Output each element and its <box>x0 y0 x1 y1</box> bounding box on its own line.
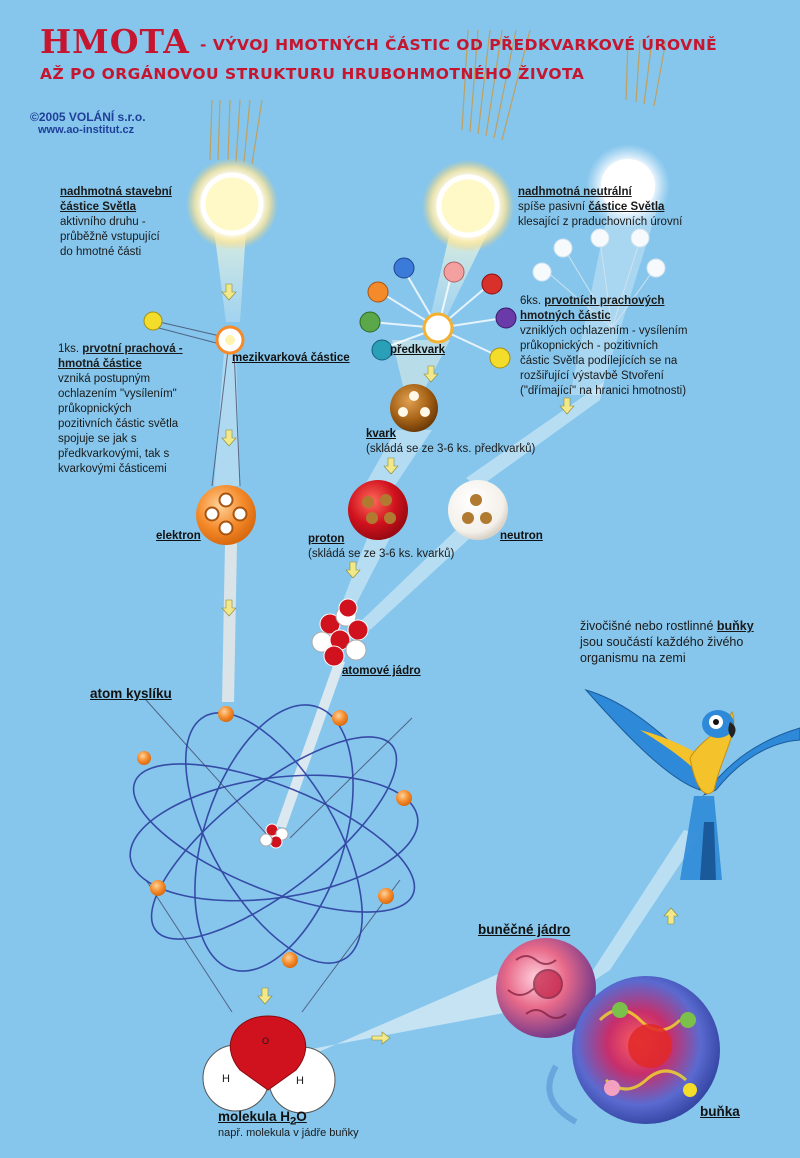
label-quark-note: (skládá se ze 3-6 ks. předkvarků) <box>366 443 536 455</box>
note-line: ochlazením "vysílením" <box>58 388 177 400</box>
label-neutron: neutron <box>500 530 543 542</box>
label-water-molecule <box>218 1109 307 1128</box>
note-heading: prvotní prachová - <box>82 343 183 355</box>
note-line <box>518 200 682 215</box>
poster-title: HMOTA <box>40 22 190 61</box>
note-line: předkvarkovými, tak s <box>58 448 170 460</box>
note-six-primary <box>520 294 687 399</box>
note-heading: částice Světla <box>588 201 665 213</box>
note-cells <box>580 618 754 666</box>
note-text: 6ks. <box>520 295 545 307</box>
note-line: ("dřímající" na hranici hmotnosti) <box>520 385 687 397</box>
note-line <box>580 618 754 634</box>
note-line <box>58 342 183 357</box>
label-prequark: předkvark <box>390 344 445 356</box>
note-passive-light <box>518 185 682 230</box>
note-heading: částice Světla <box>60 201 137 213</box>
poster-subtitle-line-2: AŽ PO ORGÁNOVOU STRUKTURU HRUBOHMOTNÉHO ŽIVOTA <box>40 65 585 83</box>
label-cell: buňka <box>700 1104 740 1119</box>
note-line: klesající z praduchovních úrovní <box>518 216 683 228</box>
note-active-light <box>60 185 172 260</box>
note-text: živočišné nebo rostlinné <box>580 619 717 633</box>
note-heading: nadhmotná neutrální <box>518 186 632 198</box>
label-atomic-nucleus: atomové jádro <box>342 665 421 677</box>
note-line: pozitivních částic světla <box>58 418 179 430</box>
note-line: do hmotné části <box>60 246 142 258</box>
label-cell-nucleus: buněčné jádro <box>478 922 571 937</box>
note-line: rozšiřující výstavbě Stvoření <box>520 370 664 382</box>
note-heading: buňky <box>716 619 754 633</box>
copyright-notice: ©2005 VOLÁNÍ s.r.o. <box>30 110 146 124</box>
note-heading: hmotná částice <box>58 358 142 370</box>
note-text: spíše pasivní <box>518 201 589 213</box>
note-line: kvarkovými částicemi <box>58 463 167 475</box>
note-line: spojuje se jak s <box>58 433 137 445</box>
note-heading: nadhmotná stavební <box>60 186 172 198</box>
label-water-text: O <box>296 1109 307 1124</box>
note-line: průkopnických - pozitivních <box>520 340 659 352</box>
note-line: částic Světla podílejících se na <box>520 355 678 367</box>
note-primary-dust <box>58 342 183 477</box>
note-heading: hmotných částic <box>520 310 611 322</box>
label-proton-note: (skládá se ze 3-6 ks. kvarků) <box>308 548 455 560</box>
note-text: 1ks. <box>58 343 83 355</box>
atom-label-oxygen: O <box>262 1036 270 1046</box>
label-water-subscript: 2 <box>290 1115 297 1128</box>
poster-subtitle-line-1: - VÝVOJ HMOTNÝCH ČÁSTIC OD PŘEDKVARKOVÉ ÚROVNĚ <box>200 36 718 54</box>
label-electron: elektron <box>156 530 201 542</box>
publisher-website-link[interactable]: www.ao-institut.cz <box>38 124 135 136</box>
note-line: průkopnických <box>58 403 132 415</box>
atom-label-hydrogen: H <box>296 1075 304 1087</box>
note-line: vzniká postupným <box>58 373 151 385</box>
label-oxygen-atom: atom kyslíku <box>90 686 172 701</box>
note-heading: prvotních prachových <box>544 295 665 307</box>
note-line <box>520 294 687 309</box>
label-water-text: molekula H <box>218 1109 291 1124</box>
note-line: aktivního druhu - <box>60 216 146 228</box>
note-line: průběžně vstupující <box>60 231 160 243</box>
atom-label-hydrogen: H <box>222 1073 230 1085</box>
note-line: jsou součástí každého živého <box>580 635 744 649</box>
label-proton: proton <box>308 533 345 545</box>
note-line: organismu na zemi <box>580 651 686 665</box>
label-quark: kvark <box>366 428 397 440</box>
label-water-note: např. molekula v jádře buňky <box>218 1127 359 1139</box>
label-intermediate-particle: mezikvarková částice <box>232 352 350 364</box>
note-line: vzniklých ochlazením - vysílením <box>520 325 688 337</box>
